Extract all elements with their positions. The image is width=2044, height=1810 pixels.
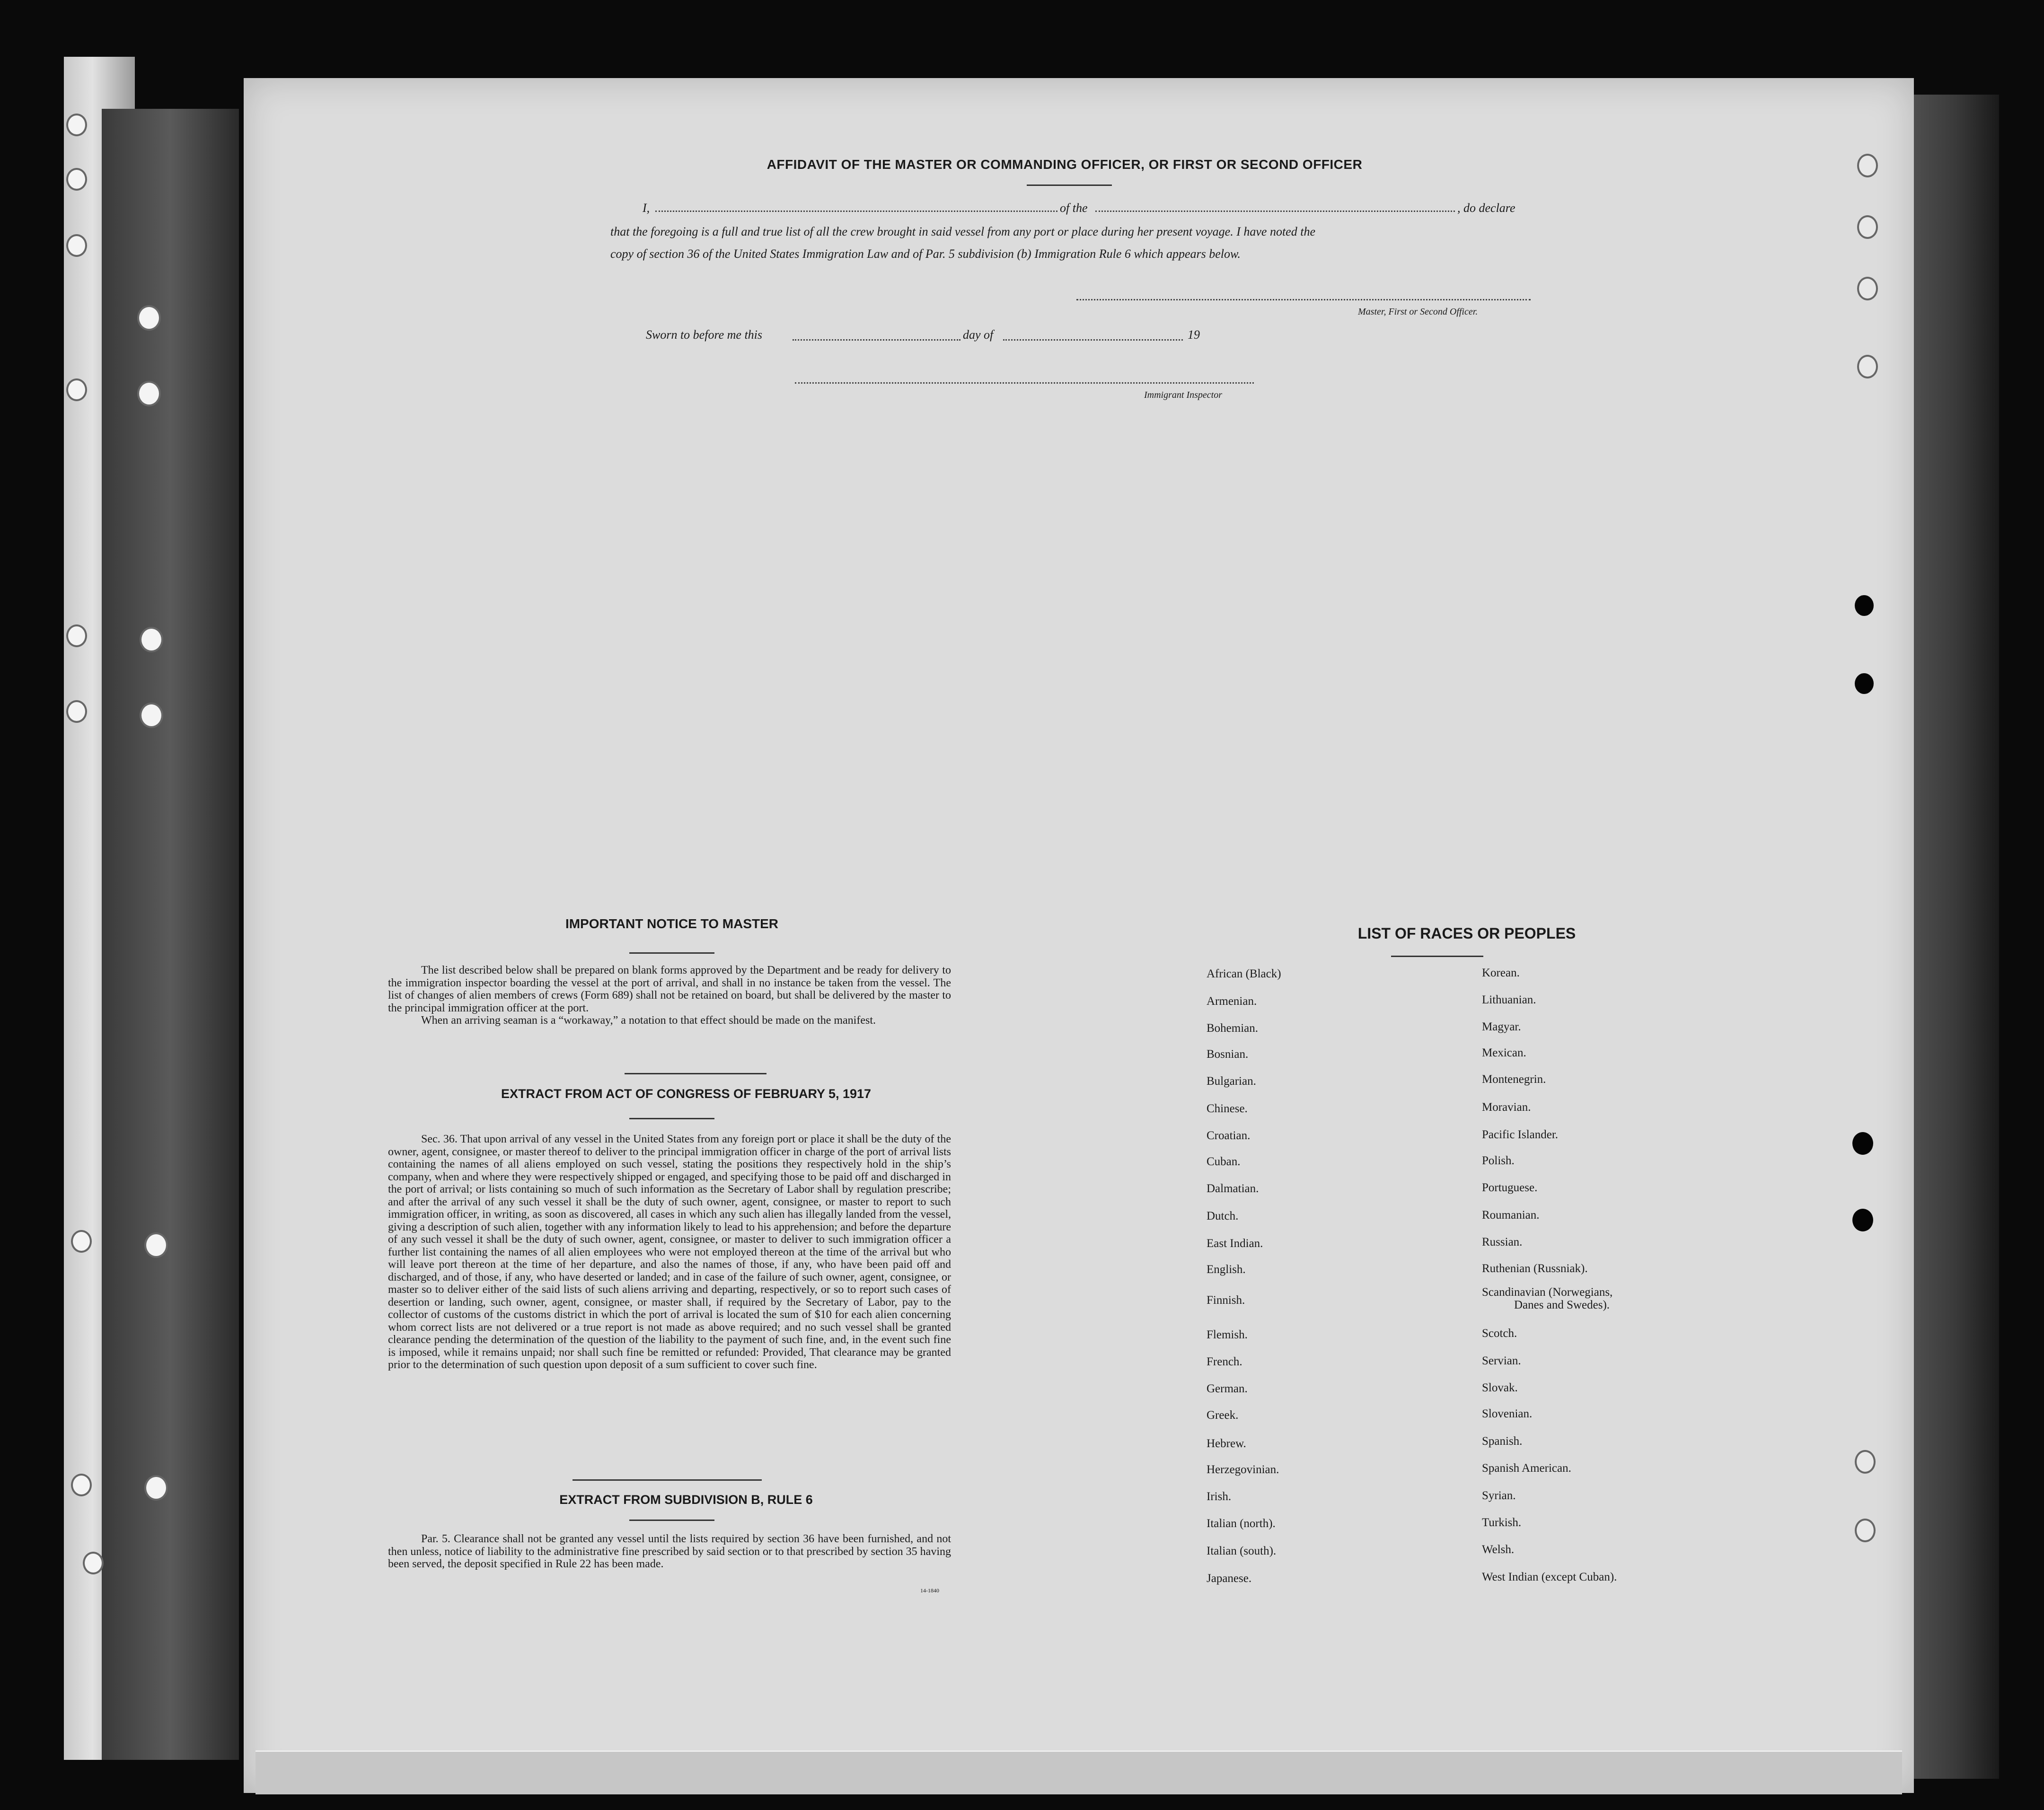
punch-hole xyxy=(66,114,87,136)
affidavit-title-rule xyxy=(1027,185,1112,186)
binder-backing-left xyxy=(102,109,239,1760)
race-item: Magyar. xyxy=(1482,1020,1521,1033)
notice-title: IMPORTANT NOTICE TO MASTER xyxy=(565,916,779,931)
declaration-i: I, xyxy=(643,201,650,215)
race-item: Portuguese. xyxy=(1482,1181,1538,1194)
race-item: Greek. xyxy=(1207,1409,1239,1422)
race-item: Montenegrin. xyxy=(1482,1073,1546,1086)
races-rule xyxy=(1391,956,1483,957)
punch-hole xyxy=(66,168,87,191)
punch-hole xyxy=(140,627,163,652)
race-item: Finnish. xyxy=(1207,1294,1245,1307)
race-item: English. xyxy=(1207,1263,1246,1276)
punch-hole xyxy=(1855,1450,1876,1474)
master-signature-caption: Master, First or Second Officer. xyxy=(1358,307,1478,317)
punch-hole xyxy=(71,1474,92,1496)
punch-hole xyxy=(144,1232,168,1258)
extract-act-title: EXTRACT FROM ACT OF CONGRESS OF FEBRUARY 5, 1917 xyxy=(501,1087,872,1101)
punch-hole xyxy=(83,1552,104,1574)
form-number: 14-1840 xyxy=(920,1587,939,1594)
race-item: Lithuanian. xyxy=(1482,993,1536,1006)
race-item: Slovak. xyxy=(1482,1381,1518,1394)
race-item: Italian (north). xyxy=(1207,1517,1276,1530)
punch-hole xyxy=(144,1475,168,1501)
race-item: Herzegovinian. xyxy=(1207,1463,1279,1476)
race-item: Servian. xyxy=(1482,1354,1521,1367)
notice-paragraph-1: The list described below shall be prepared on blank forms approved by the Department and be ready for delivery to the immigration inspector boarding the vessel at the port of arrival, and shall in no instance be taken from the vessel. The list of changes of alien members of crews (Form 689) shall not be retained on board, but shall be delivered by the master to the principal immigration officer at the port. xyxy=(388,964,951,1014)
inspector-signature-field[interactable] xyxy=(795,382,1254,384)
punch-hole xyxy=(66,700,87,723)
sworn-month-field[interactable] xyxy=(1003,339,1183,341)
punch-hole xyxy=(66,234,87,257)
race-item: Spanish American. xyxy=(1482,1462,1571,1475)
race-item: Turkish. xyxy=(1482,1516,1522,1529)
extract-rule-rule xyxy=(629,1520,714,1521)
punch-hole xyxy=(1857,154,1878,177)
race-item: Roumanian. xyxy=(1482,1209,1540,1221)
notice-end-rule xyxy=(625,1073,766,1074)
punch-hole xyxy=(1857,355,1878,378)
race-item: West Indian (except Cuban). xyxy=(1482,1571,1617,1583)
punch-hole xyxy=(1857,277,1878,300)
master-signature-field[interactable] xyxy=(1076,299,1531,300)
race-item: Danes and Swedes). xyxy=(1514,1299,1610,1311)
race-item: East Indian. xyxy=(1207,1237,1263,1250)
punch-hole xyxy=(1855,673,1874,694)
race-item: Welsh. xyxy=(1482,1543,1515,1556)
race-item: Italian (south). xyxy=(1207,1545,1277,1557)
race-item: Pacific Islander. xyxy=(1482,1128,1559,1141)
race-item: Bulgarian. xyxy=(1207,1075,1256,1088)
declaration-line-2: that the foregoing is a full and true list of all the crew brought in said vessel from any port or place during her present voyage. I have noted the xyxy=(610,225,1315,238)
races-title: LIST OF RACES OR PEOPLES xyxy=(1357,925,1576,942)
vessel-name-field[interactable] xyxy=(1095,211,1455,212)
race-item: French. xyxy=(1207,1355,1242,1368)
race-item: African (Black) xyxy=(1207,967,1281,980)
punch-hole xyxy=(1855,1519,1876,1542)
extract-rule-title: EXTRACT FROM SUBDIVISION B, RULE 6 xyxy=(559,1493,813,1507)
rule-6-paragraph: Par. 5. Clearance shall not be granted any vessel until the lists required by section 36 have been furnished, and not then unless, notice of liability to the administrative fine prescribed by said section or to that prescribed by section 35 having been served, the deposit specified in Rule 22 has been made. xyxy=(388,1533,951,1570)
race-item: Armenian. xyxy=(1207,995,1257,1008)
punch-hole xyxy=(1857,215,1878,239)
race-item: Cuban. xyxy=(1207,1155,1241,1168)
declaration-of-the: of the xyxy=(1060,201,1088,215)
sworn-day-field[interactable] xyxy=(793,339,960,341)
race-item: Moravian. xyxy=(1482,1101,1531,1114)
race-item: Scandinavian (Norwegians, xyxy=(1482,1286,1613,1299)
race-item: Bosnian. xyxy=(1207,1048,1249,1061)
punch-hole xyxy=(1852,1132,1873,1155)
race-item: Mexican. xyxy=(1482,1046,1526,1059)
notice-paragraph-2: When an arriving seaman is a “workaway,” a notation to that effect should be made on the manifest. xyxy=(421,1014,876,1027)
punch-hole xyxy=(137,381,161,406)
punch-hole xyxy=(66,624,87,647)
punch-hole xyxy=(1852,1209,1873,1231)
notice-text xyxy=(388,964,951,1027)
sworn-label: Sworn to before me this xyxy=(646,328,763,342)
race-item: Flemish. xyxy=(1207,1328,1248,1341)
rule-6-text xyxy=(388,1533,951,1571)
punch-hole xyxy=(66,378,87,401)
sheet-lower-edge xyxy=(256,1750,1902,1794)
section-36-paragraph: Sec. 36. That upon arrival of any vessel in the United States from any foreign port or place it shall be the duty of the owner, agent, consignee, or master thereof to deliver to the principal immigration officer in charge of the port of arrival lists containing the names of all aliens employed on such vessel, stating the positions they respectively hold in the ship’s company, when and where they were respectively shipped or engaged, and specifying those to be paid off and discharged in the port of arrival; or lists containing so much of such information as the Secretary of Labor shall by regulation prescribe; and after the arrival of any such vessel it shall be the duty of such owner, agent, consignee, or master to report to such immigration officer, in writing, as soon as discovered, all cases in which any such alien has illegally landed from the vessel, giving a description of such alien, together with any information likely to lead to his apprehension; and before the departure of any such vessel it shall be the duty of such owner, agent, consignee, or master to deliver to such immigration officer a further list containing the names of all alien employees who were not employed thereon at the time of the arrival but who will leave port thereon at the time of her departure, and also the names of those, if any, who have been paid off and discharged, and of those, if any, who have deserted or landed; and in case of the failure of such owner, agent, consignee, or master so to deliver either of the said lists of such aliens arriving and departing, respectively, or so to report such cases of desertion or landing, such owner, agent, consignee, or master shall, if required by the Secretary of Labor, pay to the collector of customs of the customs district in which the port of arrival is located the sum of $10 for each alien concerning whom correct lists are not delivered or a true report is not made as above required; and no such vessel shall be granted clearance pending the determination of the question of the liability to the payment of such fine, and, in the event such fine is imposed, while it remains unpaid; nor shall such fine be remitted or refunded: Provided, That clearance may be granted prior to the determination of such question upon deposit of a sum sufficient to cover such fine. xyxy=(388,1133,951,1371)
race-item: Scotch. xyxy=(1482,1327,1517,1340)
race-item: Slovenian. xyxy=(1482,1407,1533,1420)
punch-hole xyxy=(137,305,161,331)
race-item: Chinese. xyxy=(1207,1102,1248,1115)
notice-rule xyxy=(629,952,714,954)
race-item: Russian. xyxy=(1482,1236,1523,1248)
race-item: Spanish. xyxy=(1482,1435,1523,1448)
race-item: Bohemian. xyxy=(1207,1022,1259,1035)
race-item: Irish. xyxy=(1207,1490,1232,1503)
race-item: Polish. xyxy=(1482,1154,1515,1167)
affidavit-title: AFFIDAVIT OF THE MASTER OR COMMANDING OFFICER, OR FIRST OR SECOND OFFICER xyxy=(766,157,1363,172)
inspector-caption: Immigrant Inspector xyxy=(1144,390,1222,400)
declaration-do-declare: , do declare xyxy=(1457,201,1515,215)
punch-hole xyxy=(140,703,163,728)
day-of-label: day of xyxy=(963,328,994,342)
officer-name-field[interactable] xyxy=(655,211,1057,212)
punch-hole xyxy=(1855,595,1874,616)
race-item: Japanese. xyxy=(1207,1572,1252,1585)
year-label: 19 xyxy=(1188,328,1200,342)
section-36-text xyxy=(388,1133,951,1371)
race-item: Dutch. xyxy=(1207,1210,1239,1222)
extract-act-rule xyxy=(629,1118,714,1119)
race-item: Korean. xyxy=(1482,967,1520,979)
race-item: Syrian. xyxy=(1482,1489,1516,1502)
declaration-line-3: copy of section 36 of the United States Immigration Law and of Par. 5 subdivision (b) Immigration Rule 6 which appears below. xyxy=(610,247,1241,261)
race-item: Croatian. xyxy=(1207,1129,1251,1142)
extract-act-end-rule xyxy=(573,1479,762,1481)
race-item: German. xyxy=(1207,1382,1248,1395)
race-item: Dalmatian. xyxy=(1207,1182,1259,1195)
race-item: Hebrew. xyxy=(1207,1437,1246,1450)
punch-hole xyxy=(71,1230,92,1253)
race-item: Ruthenian (Russniak). xyxy=(1482,1262,1588,1275)
